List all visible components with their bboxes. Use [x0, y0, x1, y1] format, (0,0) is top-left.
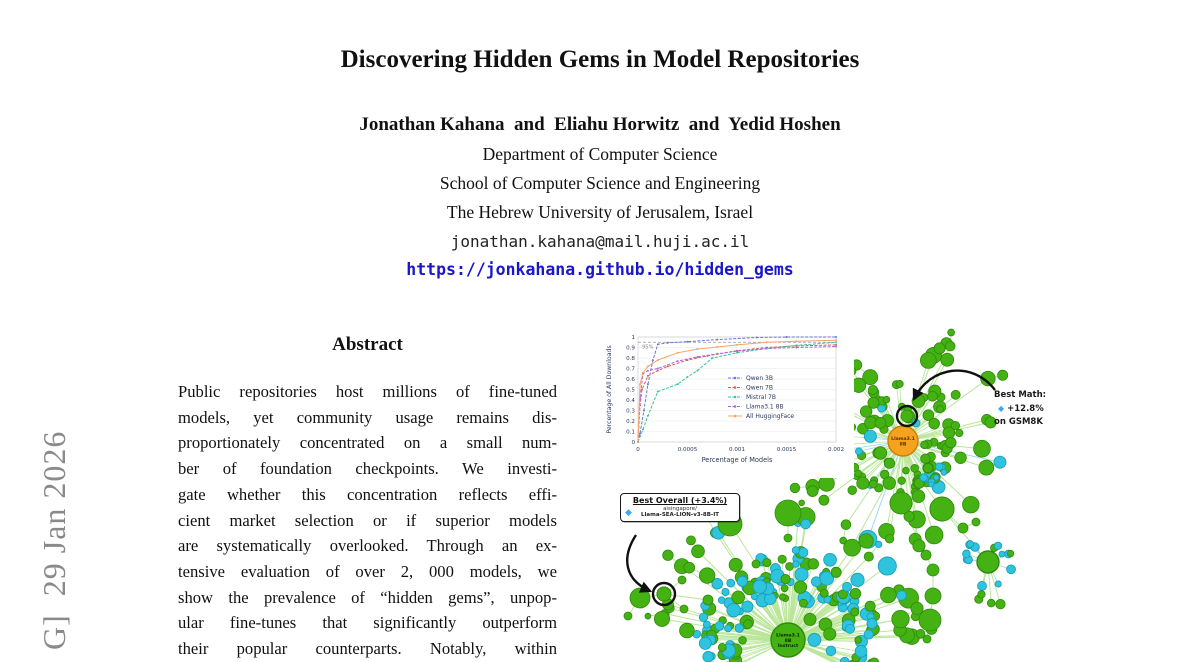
svg-text:1: 1: [631, 335, 635, 341]
svg-text:Percentage of Models: Percentage of Models: [702, 456, 773, 464]
abstract-line: gate whether this concentration reflects effi-: [178, 482, 557, 508]
abstract-line: their popular counterparts. Notably, within: [178, 636, 557, 662]
best-math-value: +12.8%: [1007, 404, 1044, 414]
svg-text:0.001: 0.001: [729, 447, 745, 453]
best-math-line3: on GSM8K: [994, 416, 1058, 429]
arxiv-stamp: G] 29 Jan 2026: [36, 431, 73, 650]
best-overall-org: aisingapore/: [623, 506, 737, 512]
svg-text:All HuggingFace: All HuggingFace: [746, 413, 794, 420]
svg-text:Llama3.1: Llama3.1: [891, 436, 915, 442]
svg-text:Llama3.1: Llama3.1: [776, 633, 800, 639]
affiliation-department: Department of Computer Science: [0, 144, 1200, 165]
svg-text:0.1: 0.1: [626, 430, 635, 436]
best-overall-title: Best Overall (+3.4%): [623, 496, 737, 505]
abstract-line: ular fine-tunes that significantly outperform: [178, 610, 557, 636]
svg-text:0.2: 0.2: [626, 419, 635, 425]
abstract-text: [178, 379, 557, 662]
downloads-cdf-chart: [602, 326, 854, 478]
svg-text:Llama3.1 8B: Llama3.1 8B: [746, 404, 784, 411]
abstract-heading: Abstract: [178, 334, 557, 356]
svg-text:8B: 8B: [785, 638, 792, 644]
abstract-line: ber of foundation checkpoints. We investi-: [178, 456, 557, 482]
best-math-line1: Best Math:: [994, 389, 1058, 402]
abstract-column: [178, 334, 557, 662]
svg-text:Qwen 7B: Qwen 7B: [746, 385, 773, 392]
abstract-line: cient market selection or if superior models: [178, 508, 557, 534]
abstract-line: models, yet community usage remains dis-: [178, 405, 557, 431]
abstract-line: tensive evaluation of over 2, 000 models, we: [178, 559, 557, 585]
svg-text:0.8: 0.8: [626, 356, 635, 362]
svg-text:0.7: 0.7: [626, 367, 635, 373]
svg-text:0.4: 0.4: [626, 398, 635, 404]
author-email: jonathan.kahana@mail.huji.ac.il: [0, 232, 1200, 251]
gem-icon: ◆: [998, 404, 1004, 413]
abstract-line: proportionately concentrated on a small num-: [178, 430, 557, 456]
svg-text:95%: 95%: [642, 344, 654, 350]
abstract-line: are systematically overlooked. Through an ex-: [178, 533, 557, 559]
svg-text:Percentage of All Downloads: Percentage of All Downloads: [606, 345, 613, 433]
svg-text:0.3: 0.3: [626, 409, 635, 415]
svg-text:0.002: 0.002: [828, 447, 844, 453]
best-math-annotation: [994, 389, 1058, 429]
svg-text:Mistral 7B: Mistral 7B: [746, 394, 776, 401]
svg-text:0.9: 0.9: [626, 346, 635, 352]
best-overall-annotation: [620, 493, 740, 522]
svg-text:0.6: 0.6: [626, 377, 635, 383]
project-url-link[interactable]: https://jonkahana.github.io/hidden_gems: [406, 260, 793, 279]
svg-text:0: 0: [636, 447, 640, 453]
best-overall-model: Llama-SEA-LION-v3-8B-IT: [623, 512, 737, 518]
gem-icon: ◆: [625, 508, 632, 518]
abstract-line: show the prevalence of “hidden gems”, unpop-: [178, 585, 557, 611]
svg-text:8B: 8B: [900, 441, 907, 447]
svg-text:0.0015: 0.0015: [777, 447, 797, 453]
paper-header: [0, 0, 1200, 280]
affiliation-university: The Hebrew University of Jerusalem, Israel: [0, 202, 1200, 223]
abstract-line: Public repositories host millions of fine-tuned: [178, 379, 557, 405]
affiliation-school: School of Computer Science and Engineering: [0, 173, 1200, 194]
svg-text:0.5: 0.5: [626, 388, 635, 394]
svg-text:Instruct: Instruct: [778, 643, 799, 649]
svg-text:Qwen 3B: Qwen 3B: [746, 375, 773, 382]
svg-text:0.0005: 0.0005: [678, 447, 698, 453]
page-title: Discovering Hidden Gems in Model Repositories: [0, 46, 1200, 74]
svg-text:0: 0: [631, 440, 635, 446]
authors-line: Jonathan Kahana and Eliahu Horwitz and Yedid Hoshen: [0, 114, 1200, 136]
